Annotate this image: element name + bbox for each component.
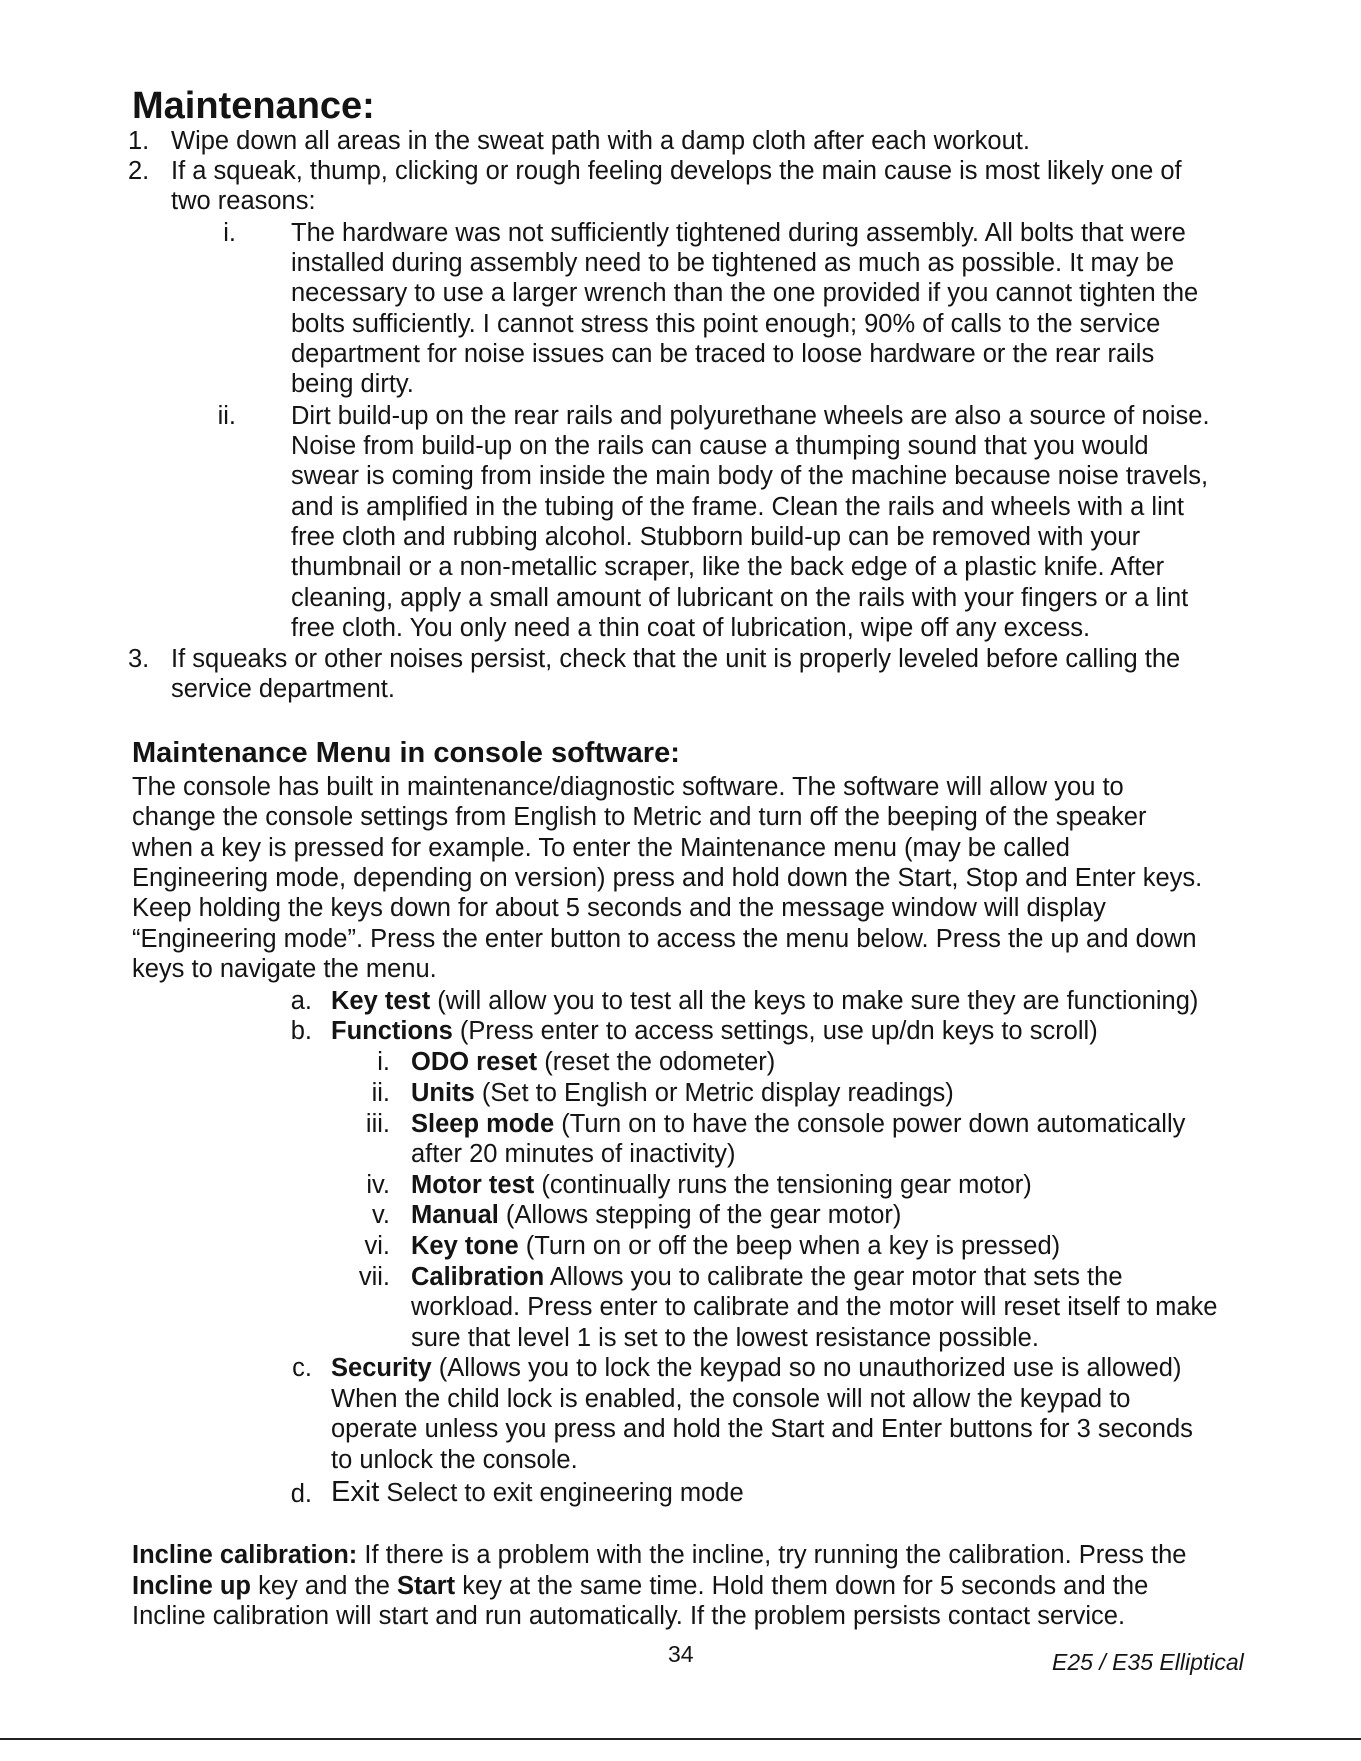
maintenance-heading: Maintenance:	[132, 85, 375, 127]
paragraph-line: free cloth. You only need a thin coat of lubrication, wipe off any excess.	[291, 614, 1091, 642]
incline-text: If there is a problem with the incline, try running the calibration. Press the	[357, 1541, 1187, 1569]
submenu-number: iii.	[365, 1110, 390, 1138]
incline-up-key-label: Incline up	[132, 1572, 252, 1600]
paragraph-line: “Engineering mode”. Press the enter button to access the menu below. Press the up and down	[132, 925, 1197, 953]
item-number: 2.	[128, 157, 150, 185]
menu-item-name: Exit	[331, 1476, 380, 1508]
item-text: Wipe down all areas in the sweat path with a damp cloth after each workout.	[171, 127, 1030, 155]
paragraph-line: Dirt build-up on the rear rails and polyurethane wheels are also a source of noise.	[291, 402, 1210, 430]
menu-heading: Maintenance Menu in console software:	[132, 737, 680, 769]
submenu-item-name: Motor test	[411, 1171, 535, 1199]
submenu-item-continued: workload. Press enter to calibrate and the motor will reset itself to make	[411, 1293, 1218, 1321]
submenu-item	[411, 1170, 1032, 1200]
submenu-item	[411, 1200, 901, 1230]
menu-item-desc: (Allows you to lock the keypad so no unauthorized use is allowed)	[431, 1354, 1182, 1382]
menu-item-desc: (will allow you to test all the keys to make sure they are functioning)	[430, 987, 1199, 1015]
item-text: If squeaks or other noises persist, check that the unit is properly leveled before calling the	[171, 645, 1181, 673]
incline-paragraph-line	[132, 1540, 1186, 1570]
submenu-item	[411, 1109, 1185, 1139]
item-number: 3.	[128, 645, 150, 673]
submenu-item-desc: (reset the odometer)	[537, 1048, 776, 1076]
paragraph-line: and is amplified in the tubing of the frame. Clean the rails and wheels with a lint	[291, 493, 1184, 521]
menu-letter: d.	[290, 1480, 312, 1508]
submenu-item-name: Sleep mode	[411, 1110, 555, 1138]
incline-paragraph-line	[132, 1571, 1148, 1601]
paragraph-line: Keep holding the keys down for about 5 seconds and the message window will display	[132, 894, 1106, 922]
submenu-number: ii.	[371, 1079, 390, 1107]
submenu-item-desc: (Set to English or Metric display readings)	[474, 1079, 954, 1107]
submenu-item-name: Manual	[411, 1201, 499, 1229]
submenu-number: i.	[377, 1048, 390, 1076]
paragraph-line: necessary to use a larger wrench than the one provided if you cannot tighten the	[291, 279, 1199, 307]
menu-item-name: Functions	[331, 1017, 453, 1045]
menu-item-continued: operate unless you press and hold the Start and Enter buttons for 3 seconds	[331, 1415, 1193, 1443]
submenu-item-name: Calibration	[411, 1263, 545, 1291]
menu-letter: a.	[290, 987, 312, 1015]
item-text: If a squeak, thump, clicking or rough feeling develops the main cause is most likely one of	[171, 157, 1182, 185]
menu-item-desc: (Press enter to access settings, use up/dn keys to scroll)	[452, 1017, 1098, 1045]
subitem-number: i.	[223, 219, 236, 247]
menu-item-functions	[331, 1016, 1098, 1046]
submenu-item	[411, 1231, 1060, 1261]
submenu-item-desc: (Turn on or off the beep when a key is pressed)	[518, 1232, 1061, 1260]
incline-heading: Incline calibration:	[132, 1541, 358, 1569]
start-key-label: Start	[397, 1572, 456, 1600]
footer-model: E25 / E35 Elliptical	[1052, 1649, 1244, 1675]
incline-text: key at the same time. Hold them down for 5 seconds and the	[455, 1572, 1149, 1600]
paragraph-line: department for noise issues can be traced to loose hardware or the rear rails	[291, 340, 1155, 368]
page-number: 34	[668, 1641, 694, 1667]
paragraph-line: swear is coming from inside the main body of the machine because noise travels,	[291, 462, 1209, 490]
menu-item-continued: When the child lock is enabled, the console will not allow the keypad to	[331, 1385, 1131, 1413]
paragraph-line: keys to navigate the menu.	[132, 955, 437, 983]
incline-text: key and the	[251, 1572, 398, 1600]
bottom-rule	[0, 1738, 1361, 1740]
submenu-item-name: ODO reset	[411, 1048, 538, 1076]
paragraph-line: when a key is pressed for example. To enter the Maintenance menu (may be called	[132, 834, 1070, 862]
paragraph-line: The console has built in maintenance/diagnostic software. The software will allow you to	[132, 773, 1124, 801]
menu-item-desc: Select to exit engineering mode	[379, 1479, 744, 1507]
paragraph-line: free cloth and rubbing alcohol. Stubborn build-up can be removed with your	[291, 523, 1141, 551]
submenu-item-continued: after 20 minutes of inactivity)	[411, 1140, 736, 1168]
paragraph-line: Engineering mode, depending on version) press and hold down the Start, Stop and Enter keys.	[132, 864, 1203, 892]
paragraph-line: bolts sufficiently. I cannot stress this point enough; 90% of calls to the service	[291, 310, 1161, 338]
submenu-item-name: Key tone	[411, 1232, 519, 1260]
paragraph-line: change the console settings from English to Metric and turn off the beeping of the speaker	[132, 803, 1147, 831]
menu-item-key-test	[331, 986, 1198, 1016]
menu-item-name: Key test	[331, 987, 431, 1015]
item-number: 1.	[128, 127, 150, 155]
submenu-item	[411, 1047, 775, 1077]
menu-item-name: Security	[331, 1354, 432, 1382]
submenu-number: vii.	[358, 1263, 390, 1291]
paragraph-line: The hardware was not sufficiently tightened during assembly. All bolts that were	[291, 219, 1186, 247]
menu-letter: b.	[290, 1017, 312, 1045]
submenu-item-name: Units	[411, 1079, 475, 1107]
paragraph-line: installed during assembly need to be tightened as much as possible. It may be	[291, 249, 1175, 277]
submenu-item-desc: (Turn on to have the console power down automatically	[554, 1110, 1186, 1138]
submenu-item-desc: Allows you to calibrate the gear motor that sets the	[544, 1263, 1123, 1291]
submenu-number: v.	[372, 1201, 390, 1229]
paragraph-line: Noise from build-up on the rails can cause a thumping sound that you would	[291, 432, 1149, 460]
item-text: two reasons:	[171, 187, 316, 215]
submenu-item	[411, 1262, 1123, 1292]
submenu-number: iv.	[366, 1171, 390, 1199]
submenu-item-desc: (Allows stepping of the gear motor)	[498, 1201, 902, 1229]
incline-paragraph-line: Incline calibration will start and run automatically. If the problem persists contact service.	[132, 1602, 1126, 1630]
submenu-number: vi.	[364, 1232, 390, 1260]
paragraph-line: thumbnail or a non-metallic scraper, like the back edge of a plastic knife. After	[291, 553, 1165, 581]
menu-item-exit	[331, 1477, 744, 1508]
submenu-item	[411, 1078, 954, 1108]
subitem-number: ii.	[217, 402, 236, 430]
paragraph-line: being dirty.	[291, 370, 414, 398]
item-text: service department.	[171, 675, 395, 703]
submenu-item-continued: sure that level 1 is set to the lowest resistance possible.	[411, 1324, 1039, 1352]
paragraph-line: cleaning, apply a small amount of lubricant on the rails with your fingers or a lint	[291, 584, 1189, 612]
menu-letter: c.	[292, 1354, 312, 1382]
menu-item-continued: to unlock the console.	[331, 1446, 578, 1474]
submenu-item-desc: (continually runs the tensioning gear motor)	[534, 1171, 1032, 1199]
menu-item-security	[331, 1353, 1181, 1383]
